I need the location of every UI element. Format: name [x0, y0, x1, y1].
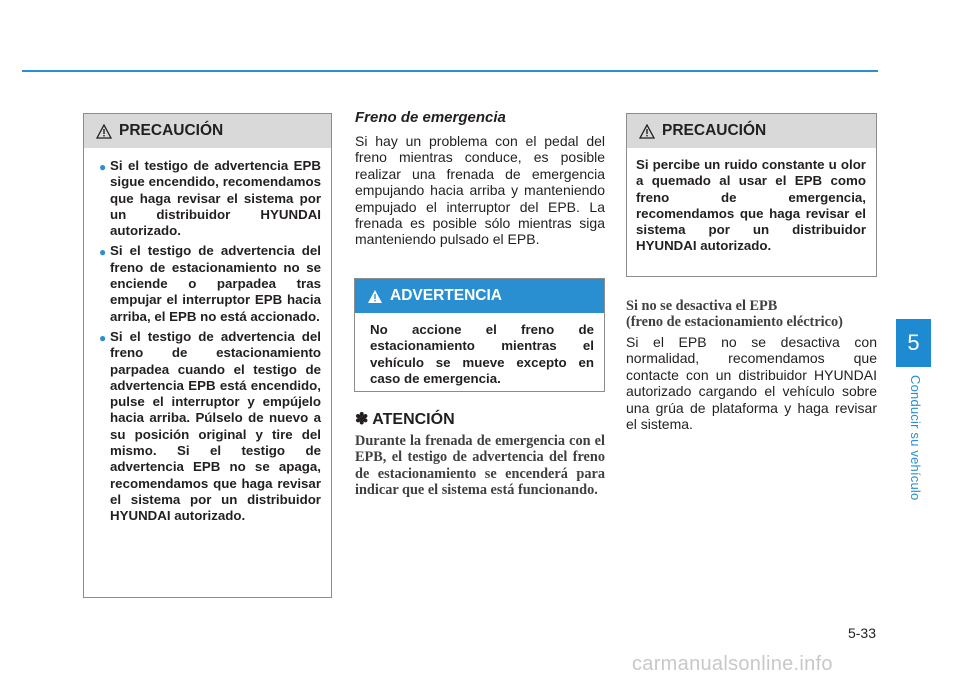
caution-box-left [83, 113, 332, 598]
attention-text: Durante la frenada de emergencia con el EPB, el testigo de advertencia del freno de estacionamiento se encenderá para indicar que el sistema está funcionando. [355, 433, 605, 499]
caution-header [627, 114, 876, 148]
caution-header [84, 114, 331, 148]
warning-body [355, 313, 604, 395]
caution-item-text: Si el testigo de advertencia del freno de estacionamiento parpadea cuando el testigo de advertencia EPB está encendido, pulse el interruptor y empújelo hacia arriba. Púlselo de nuevo a su posición original y tire del mismo. Si el testigo de advertencia EPB no se apaga, recomendamos que haga revisar el sistema por un distribuidor HYUNDAI autorizado. [110, 328, 321, 524]
caution-box-right [626, 113, 877, 277]
warning-title: ADVERTENCIA [390, 287, 502, 304]
warning-box [354, 278, 605, 392]
watermark: carmanualsonline.info [632, 653, 833, 675]
chapter-title: Conducir su vehículo [908, 375, 923, 501]
emergency-brake-text: Si hay un problema con el pedal del freno mientras conduce, es posible realizar una frenada de emergencia empujando hacia arriba y manteniendo empujado el interruptor del EPB. La frenada es posible sólo mientras siga manteniendo pulsado el EPB. [355, 133, 605, 248]
caution-body [84, 148, 331, 537]
bullet-dot: ● [99, 245, 107, 260]
bullet-dot: ● [99, 330, 107, 345]
caution-item-text: Si el testigo de advertencia EPB sigue encendido, recomendamos que haga revisar el sistema por un distribuidor HYUNDAI autorizado. [110, 158, 321, 239]
top-rule [22, 70, 878, 72]
caution-title: PRECAUCIÓN [119, 122, 224, 139]
caution-item [99, 329, 321, 525]
warning-triangle-icon [96, 124, 112, 139]
caution-title: PRECAUCIÓN [662, 122, 767, 139]
heading-line: (freno de estacionamiento eléctrico) [626, 314, 843, 331]
warning-header [355, 279, 604, 313]
warning-triangle-icon [639, 124, 655, 139]
caution-body [627, 148, 876, 263]
epb-not-released-text: Si el EPB no se desactiva con normalidad, recomendamos que contacte con un distribuidor HYUNDAI autorizado cargando el vehículo sobre una grúa de plataforma y haga revisar el sistema. [626, 334, 877, 433]
attention-heading: ✽ ATENCIÓN [355, 411, 455, 428]
warning-triangle-icon [367, 289, 383, 304]
caution-item [99, 243, 321, 324]
chapter-number-tab: 5 [896, 319, 931, 367]
page-number: 5-33 [847, 625, 876, 641]
caution-item [99, 158, 321, 239]
caution-text: Si percibe un ruido constante u olor a quemado al usar el EPB como freno de emergencia, recomendamos que haga revisar el sistema por un distribuidor HYUNDAI autorizado. [636, 157, 866, 254]
warning-text: No accione el freno de estacionamiento mientras el vehículo se mueve excepto en caso de emergencia. [370, 322, 594, 386]
emergency-brake-heading: Freno de emergencia [355, 109, 506, 126]
epb-not-released-heading [626, 298, 881, 331]
heading-line: Si no se desactiva el EPB [626, 298, 778, 314]
caution-item-text: Si el testigo de advertencia del freno de estacionamiento no se enciende o parpadea tras empujar el interruptor EPB hacia arriba, el EPB no está accionado. [110, 243, 321, 324]
bullet-dot: ● [99, 160, 107, 174]
